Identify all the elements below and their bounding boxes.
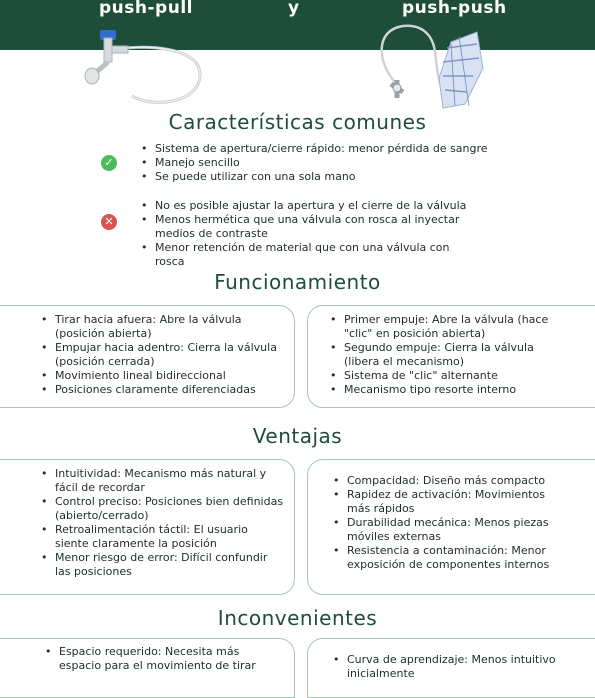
inconvenientes-right-list — [331, 653, 556, 681]
list-item: • Retroalimentación táctil: El usuario siente claramente la posición — [39, 523, 284, 551]
list-item: • Sistema de "clic" alternante — [328, 369, 558, 383]
push-pull-valve-image — [82, 26, 207, 108]
list-item: • Curva de aprendizaje: Menos intuitivo inicialmente — [331, 653, 556, 681]
list-item: • Menor retención de material que con una válvula con rosca — [139, 241, 469, 269]
list-item: • Intuitividad: Mecanismo más natural y fácil de recordar — [39, 467, 284, 495]
list-item: • Posiciones claramente diferenciadas — [39, 383, 284, 397]
list-item: • Primer empuje: Abre la válvula (hace "clic" en posición abierta) — [328, 313, 558, 341]
list-item: • Rapidez de activación: Movimientos más rápidos — [331, 488, 556, 516]
caracteristicas-title: Características comunes — [168, 110, 427, 134]
list-item: • Empujar hacia adentro: Cierra la válvula (posición cerrada) — [39, 341, 284, 369]
list-item: • Sistema de apertura/cierre rápido: menor pérdida de sangre — [139, 142, 499, 156]
list-item: • Compacidad: Diseño más compacto — [331, 474, 556, 488]
funcionamiento-right-list — [328, 313, 558, 397]
funcionamiento-title: Funcionamiento — [214, 270, 381, 294]
list-item: • Resistencia a contaminación: Menor exposición de componentes internos — [331, 544, 556, 572]
push-push-valve-image — [373, 22, 485, 110]
conjunction-label: y — [288, 0, 300, 18]
list-item: • Mecanismo tipo resorte interno — [328, 383, 558, 397]
push-push-label: push-push — [402, 0, 507, 18]
x-circle-icon: ✕ — [101, 214, 117, 230]
list-item: • Segundo empuje: Cierra la válvula (libera el mecanismo) — [328, 341, 558, 369]
common-pros-list — [139, 142, 499, 184]
list-item: • Menos hermética que una válvula con rosca al inyectar medios de contraste — [139, 213, 469, 241]
list-item: • Tirar hacia afuera: Abre la válvula (posición abierta) — [39, 313, 284, 341]
common-cons-list — [139, 199, 469, 269]
list-item: • Manejo sencillo — [139, 156, 499, 170]
list-item: • Se puede utilizar con una sola mano — [139, 170, 499, 184]
inconvenientes-title: Inconvenientes — [217, 606, 378, 630]
list-item: • Menor riesgo de error: Difícil confundir las posiciones — [39, 551, 284, 579]
push-pull-label: push-pull — [99, 0, 193, 18]
ventajas-title: Ventajas — [252, 424, 343, 448]
ventajas-left-list — [39, 467, 284, 579]
list-item: • Durabilidad mecánica: Menos piezas móviles externas — [331, 516, 556, 544]
check-circle-icon: ✓ — [101, 155, 117, 171]
inconvenientes-left-list — [43, 645, 268, 673]
list-item: • Movimiento lineal bidireccional — [39, 369, 284, 383]
list-item: • Espacio requerido: Necesita más espacio para el movimiento de tirar — [43, 645, 268, 673]
list-item: • No es posible ajustar la apertura y el cierre de la válvula — [139, 199, 469, 213]
funcionamiento-left-list — [39, 313, 284, 397]
list-item: • Control preciso: Posiciones bien definidas (abierto/cerrado) — [39, 495, 284, 523]
ventajas-right-list — [331, 474, 556, 572]
